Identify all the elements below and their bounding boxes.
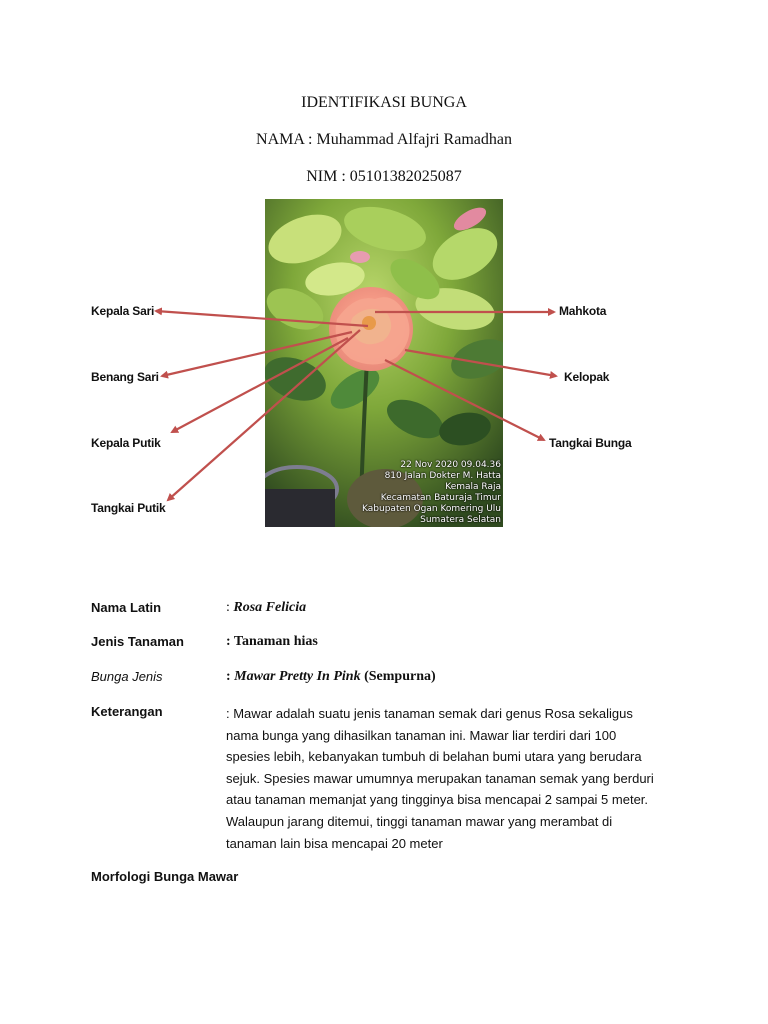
label-kepala-putik: Kepala Putik — [91, 436, 161, 450]
field-label-jenis-tanaman: Jenis Tanaman — [91, 634, 184, 649]
label-tangkai-putik: Tangkai Putik — [91, 501, 166, 515]
label-kepala-sari: Kepala Sari — [91, 304, 155, 318]
stamp-line: 22 Nov 2020 09.04.36 — [400, 460, 501, 470]
stamp-line: Kemala Raja — [445, 482, 501, 492]
separator: : — [226, 669, 235, 684]
description-text — [226, 703, 686, 854]
field-value-nama-latin — [226, 600, 306, 616]
document-title: IDENTIFIKASI BUNGA — [301, 94, 467, 111]
flower-variety-suffix: (Sempurna) — [360, 669, 436, 684]
field-label-nama-latin: Nama Latin — [91, 600, 162, 615]
latin-name: Rosa Felicia — [233, 600, 307, 615]
label-tangkai-bunga: Tangkai Bunga — [549, 436, 632, 450]
stamp-line: Kabupaten Ogan Komering Ulu — [362, 504, 501, 514]
description-line: sejuk. Spesies mawar umumnya merupakan tanaman semak yang berduri — [226, 770, 654, 786]
student-nim: NIM : 05101382025087 — [306, 168, 462, 185]
description-line: Walaupun jarang ditemui, tinggi tanaman mawar yang merambat di — [226, 813, 613, 829]
description-line: spesies lebih, kebanyakan tumbuh di belahan bumi utara yang berudara — [226, 749, 642, 765]
student-name: NAMA : Muhammad Alfajri Ramadhan — [256, 131, 512, 148]
stamp-line: Sumatera Selatan — [420, 515, 501, 525]
stamp-line: Kecamatan Baturaja Timur — [380, 493, 501, 503]
field-value-bunga-jenis — [226, 669, 436, 685]
arrow-tangkai-bunga — [385, 360, 544, 440]
label-kelopak: Kelopak — [564, 370, 610, 384]
description-line: : Mawar adalah suatu jenis tanaman semak dari genus Rosa sekaligus — [226, 706, 633, 721]
description-line: tanaman lain bisa mencapai 20 meter — [226, 835, 443, 851]
field-label-keterangan: Keterangan — [91, 704, 163, 719]
label-mahkota: Mahkota — [559, 304, 607, 318]
stamp-line: 810 Jalan Dokter M. Hatta — [384, 471, 501, 481]
separator: : — [226, 634, 234, 649]
description-line: nama bunga yang dihasilkan tanaman ini. Mawar liar terdiri dari 100 — [226, 727, 617, 743]
arrow-benang-sari — [162, 332, 352, 376]
flower-variety: Mawar Pretty In Pink — [234, 669, 361, 684]
field-label-bunga-jenis: Bunga Jenis — [91, 669, 163, 684]
arrow-kelopak — [405, 350, 556, 376]
arrow-tangkai-putik — [168, 330, 360, 500]
plant-type: Tanaman hias — [233, 634, 318, 649]
arrow-kepala-sari — [156, 311, 368, 326]
field-value-jenis-tanaman — [226, 634, 318, 650]
section-heading-morfologi: Morfologi Bunga Mawar — [91, 869, 239, 884]
description-line: atau tanaman memanjat yang tingginya bisa mencapai 2 sampai 5 meter. — [226, 792, 649, 808]
separator: : — [226, 600, 234, 615]
label-benang-sari: Benang Sari — [91, 370, 159, 384]
